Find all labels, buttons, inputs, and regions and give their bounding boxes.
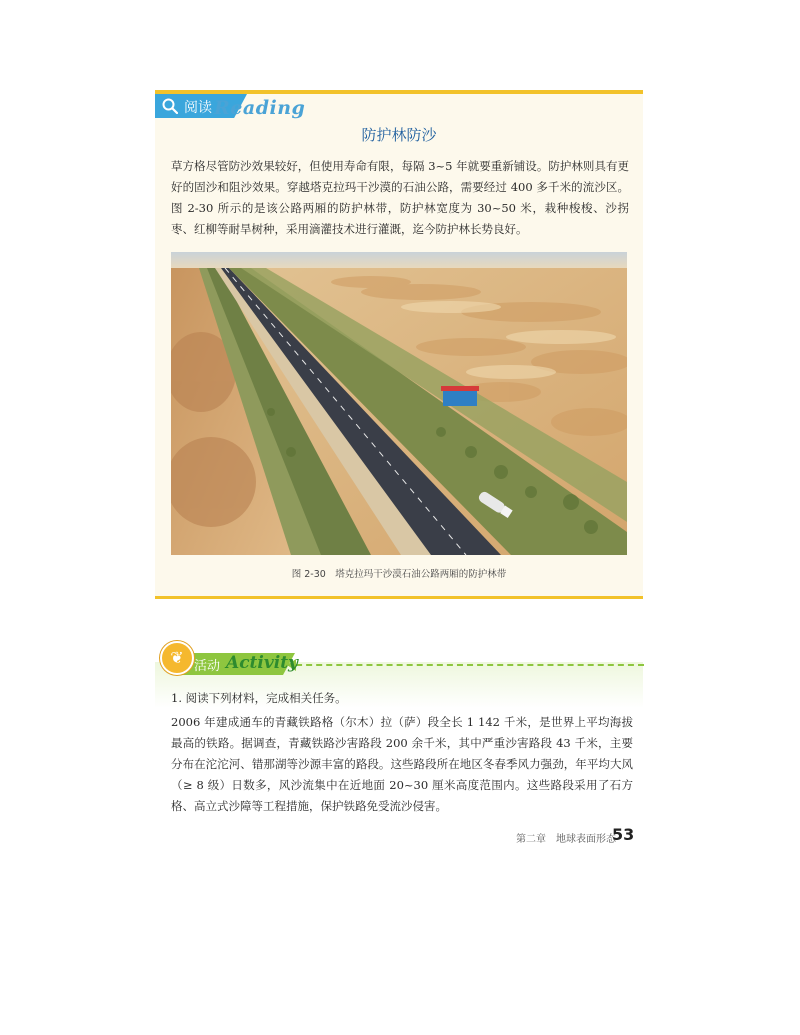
- reading-paragraph: 草方格尽管防沙效果较好，但使用寿命有限，每隔 3~5 年就要重新铺设。防护林则具有更好的固沙和阻沙效果。穿越塔克拉玛干沙漠的石油公路，需要经过 400 多千米的流沙区。图 2-30 所示的是该公路两厢的防护林带，防护林宽度为 30~50 米，栽种梭梭、沙拐枣、红柳等耐旱树种，采用滴灌技术进行灌溉，迄今防护林长势良好。: [171, 159, 629, 236]
- activity-paragraph: 2006 年建成通车的青藏铁路格（尔木）拉（萨）段全长 1 142 千米，是世界上平均海拔最高的铁路。据调查，青藏铁路沙害路段 200 余千米，其中严重沙害路段 43 千米，主要分布在沱沱河、错那湖等沙源丰富的路段。这些路段所在地区冬春季风力强劲，年平均大风（≥ 8 级）日数多，风沙流集中在近地面 20~30 厘米高度范围内。这些路段采用了石方格、高立式沙障等工程措施，保护铁路免受流沙侵害。: [171, 715, 633, 813]
- reading-title: 防护林防沙: [361, 126, 437, 144]
- chapter-label: 第二章 地球表面形态: [516, 834, 616, 845]
- reading-tab-label: 阅读: [184, 100, 212, 116]
- activity-question: 1. 阅读下列材料，完成相关任务。: [171, 691, 347, 705]
- activity-tab-label: 活动: [194, 659, 221, 674]
- desert-highway-photo: [171, 252, 627, 555]
- reading-top-border: [155, 90, 643, 94]
- activity-tab-label-en: Activity: [226, 653, 298, 673]
- magnifier-icon: [162, 98, 178, 114]
- figure-caption: 图 2-30 塔克拉玛干沙漠石油公路两厢的防护林带: [291, 569, 507, 580]
- reading-tab-label-en: Reading: [214, 97, 306, 119]
- leaf-icon: ❦: [160, 641, 194, 675]
- activity-dashed-line: [286, 664, 644, 666]
- reading-bottom-border: [155, 596, 643, 599]
- page-number: 53: [612, 825, 635, 844]
